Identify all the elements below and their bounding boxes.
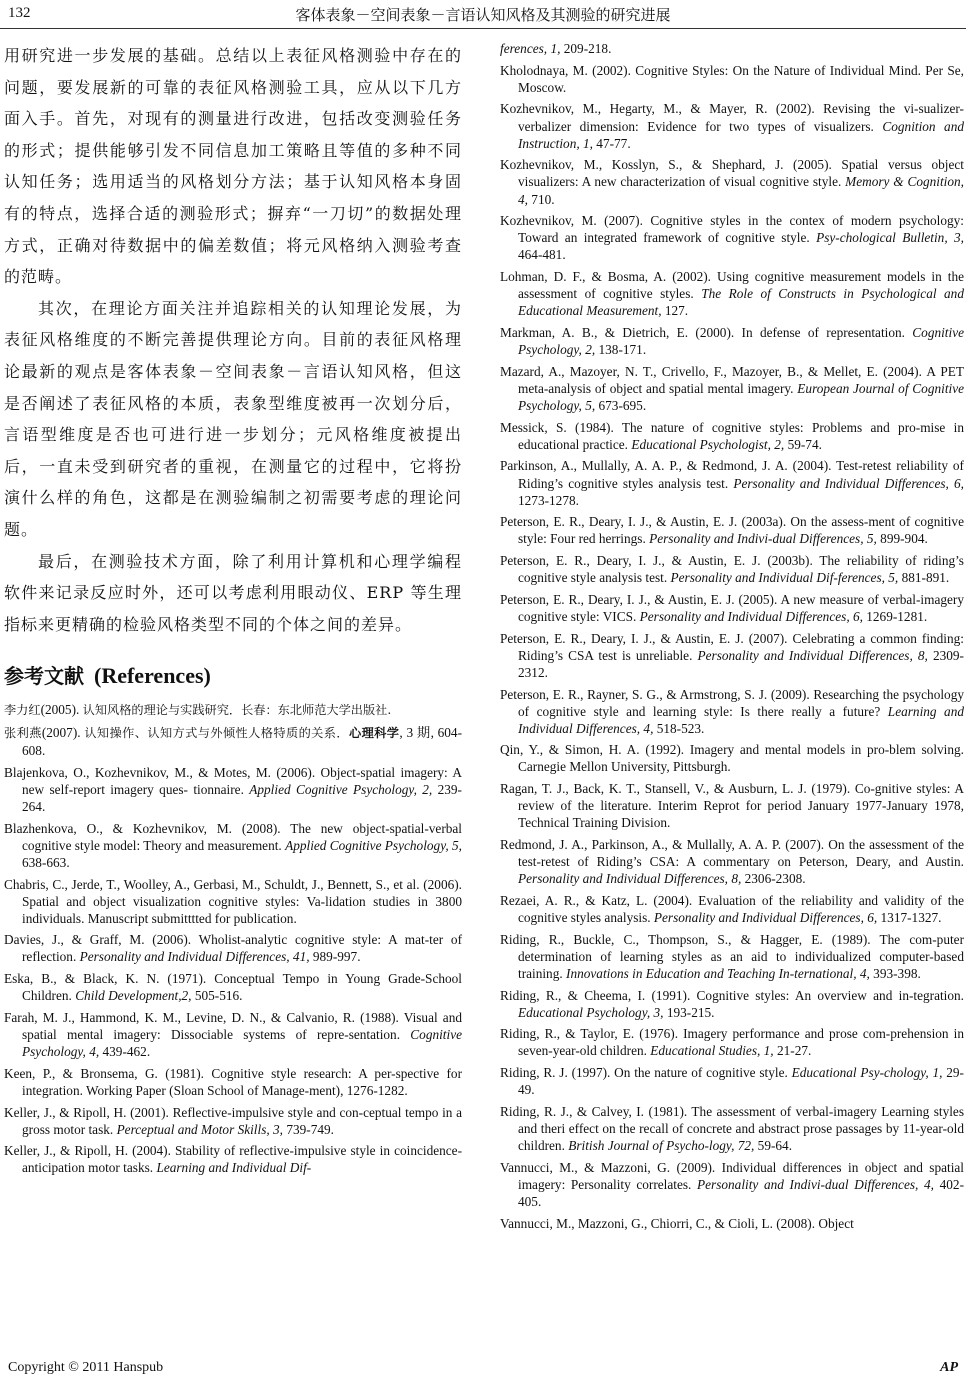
reference-text: 464-481.	[518, 247, 566, 263]
reference-item	[500, 1103, 964, 1154]
reference-source: Cognitive Psychology, 2,	[518, 324, 964, 358]
page-header	[0, 0, 966, 40]
reference-text: Messick, S. (1984). The nature of cognitive styles: Problems and pro-mise in educational practice.	[500, 419, 964, 452]
reference-source: Educational Studies, 1,	[650, 1043, 774, 1059]
reference-text: Farah, M. J., Hammond, K. M., Levine, D. N., & Calvanio, R. (1988). Visual and spatial mental imagery: Dissociable systems of repre-sentation.	[4, 1009, 462, 1043]
reference-text: 认知操作、认知方式与外倾性人格特质的关系．	[84, 725, 349, 740]
reference-text: Riding, R. J. (1997). On the nature of cognitive style.	[500, 1065, 792, 1081]
reference-source: Psy-chological Bulletin, 3,	[816, 230, 964, 246]
reference-text: Kholodnaya, M. (2002). Cognitive Styles: On the Nature of Individual Mind. Per Se, Moscow.	[500, 62, 964, 95]
reference-text: Qin, Y., & Simon, H. A. (1992). Imagery and mental models in pro-blem solving. Carnegie Mellon University, Pittsburgh.	[500, 742, 964, 775]
running-title: 客体表象－空间表象－言语认知风格及其测验的研究进展	[295, 6, 671, 24]
reference-text: (2007).	[41, 724, 85, 740]
reference-text: Blazhenkova, O., & Kozhevnikov, M. (2008). The new object-spatial-verbal cognitive style model: Theory and measurement.	[4, 820, 462, 853]
reference-source: Educational Psychologist, 2,	[631, 436, 785, 452]
reference-item	[500, 780, 964, 831]
copyright-notice: Copyright © 2011 Hanspub	[8, 1360, 164, 1375]
reference-source: Personality and Individual Dif-ferences, 5,	[670, 570, 899, 586]
body-paragraph: 用研究进一步发展的基础。总结以上表征风格测验中存在的问题，要发展新的可靠的表征风格测验工具，应从以下几方面入手。首先，对现有的测量进行改进，包括改变测验任务的形式；提供能够引发不同信息加工策略且等值的多种不同认知任务；选用适当的风格划分方法；基于认知风格本身固有的特点，选择合适的测验形式；摒弃“一刀切”的数据处理方式，正确对待数据中的偏差数值；将元风格纳入测验考查的范畴。	[4, 46, 462, 287]
reference-text: 739-749.	[283, 1121, 334, 1137]
reference-item	[500, 1215, 964, 1232]
reference-text: Redmond, J. A., Parkinson, A., & Mullally, A. A. P. (2007). On the assessment of the test-retest of Riding’s CSA: A commentary on Peterson, Deary, and Austin.	[500, 837, 964, 870]
left-column	[4, 40, 462, 1181]
reference-text: 505-516.	[191, 988, 243, 1004]
reference-text: Kozhevnikov, M., Kosslyn, S., & Shephard, J. (2005). Spatial versus object visualizers: A new characterization of visual cognitive style.	[500, 157, 964, 190]
reference-source: Personality and Individual Differences, 6,	[639, 608, 863, 624]
reference-text: Mazard, A., Mazoyer, N. T., Crivello, F., Mazoyer, B., & Mellet, E. (2004). A PET meta-analysis of object and spatial mental imagery.	[500, 363, 964, 396]
reference-text: Rezaei, A. R., & Katz, L. (2004). Evaluation of the reliability and validity of the cognitive styles analysis.	[500, 892, 964, 925]
reference-item	[4, 724, 462, 759]
reference-item	[4, 970, 462, 1004]
reference-source: Personality and Indivi-dual Differences, 5,	[649, 531, 877, 547]
reference-source: European Journal of Cognitive Psychology, 5,	[518, 380, 965, 413]
reference-source: Learning and Individual Differences, 4,	[518, 703, 965, 736]
reference-item	[4, 820, 462, 871]
reference-item	[500, 324, 964, 358]
reference-text: 439-462.	[99, 1044, 151, 1060]
reference-text: Kozhevnikov, M. (2007). Cognitive styles in the contex of modern psychology: Toward an integrated framework of cognitive style.	[500, 213, 964, 246]
references-heading-en: (References)	[94, 663, 211, 689]
reference-source: Cognitive Psychology, 4,	[22, 1027, 462, 1060]
reference-text: Peterson, E. R., Deary, I. J., & Austin, E. J. (2003a). On the assess-ment of cognitive style: Four red herrings.	[500, 514, 964, 547]
reference-source: Educational Psy-chology, 1,	[791, 1065, 943, 1081]
reference-text: 673-695.	[595, 397, 647, 413]
reference-text: 899-904.	[876, 531, 928, 547]
reference-source: Applied Cognitive Psychology, 5,	[285, 837, 462, 853]
reference-text: Davies, J., & Graff, M. (2006). Wholist-analytic cognitive style: A mat-ter of reflection.	[4, 932, 462, 965]
reference-text: 59-64.	[754, 1138, 793, 1154]
reference-item	[4, 876, 462, 927]
reference-text: Riding, R., Buckle, C., Thompson, S., & Hagger, E. (1989). The com-puter determination of learning styles as an aid to individualized computer-based training.	[500, 931, 964, 981]
reference-text: Riding, R. J., & Calvey, I. (1981). The assessment of verbal-imagery Learning styles and theri effect on the recall of concrete and abstract prose passages by 11-year-old children.	[500, 1103, 964, 1154]
reference-item	[500, 156, 964, 207]
reference-text: Peterson, E. R., Rayner, S. G., & Armstrong, S. J. (2009). Researching the psychology of cognitive style and learning style: Is there really a future?	[500, 686, 964, 719]
reference-item	[4, 1104, 462, 1138]
reference-text: Kozhevnikov, M., Hegarty, M., & Mayer, R. (2002). Revising the vi-sualizer-verbalizer dimension: Evidence for two types of visualizers.	[500, 101, 964, 134]
reference-item	[4, 1142, 462, 1176]
reference-text: Vannucci, M., & Mazzoni, G. (2009). Individual differences in object and spatial imagery: Personality correlates.	[500, 1159, 964, 1192]
reference-item	[500, 40, 964, 57]
reference-source: Perceptual and Motor Skills, 3,	[116, 1121, 283, 1137]
reference-text: 59-74.	[784, 436, 822, 452]
reference-item	[500, 363, 964, 414]
reference-text: 193-215.	[663, 1004, 715, 1020]
reference-item	[500, 931, 964, 982]
reference-item	[500, 419, 964, 453]
reference-text: 127.	[661, 303, 689, 319]
reference-text: Parkinson, A., Mullally, A. A. P., & Redmond, J. A. (2004). Test-retest reliability of Riding’s cognitive styles analysis test.	[500, 458, 964, 491]
reference-text: Blajenkova, O., Kozhevnikov, M., & Motes, M. (2006). Object-spatial imagery: A new self-report imagery ques- tionnaire.	[4, 764, 462, 797]
reference-item	[500, 212, 964, 263]
reference-text: Chabris, C., Jerde, T., Woolley, A., Gerbasi, M., Schuldt, J., Bennett, S., et al. (2006). Spatial and object visualization cognitive styles: Va-lidation studies in 3800 individuals. Manuscript submitttted for publication.	[4, 876, 462, 926]
reference-source: Child Development,2,	[75, 988, 192, 1004]
references-heading	[4, 660, 462, 689]
reference-item	[4, 764, 462, 815]
reference-text: (2005).	[40, 702, 83, 718]
reference-text: Keller, J., & Ripoll, H. (2001). Reflective-impulsive style and con-ceptual tempo in a gross motor task.	[4, 1104, 462, 1137]
reference-text: 1317-1327.	[877, 910, 942, 925]
reference-item	[4, 1009, 462, 1060]
reference-item	[4, 1065, 462, 1099]
reference-source: Applied Cognitive Psychology, 2,	[249, 781, 433, 797]
reference-source: Personality and Individual Differences, 41,	[79, 949, 310, 965]
reference-item	[4, 931, 462, 965]
references-heading-zh: 参考文献	[4, 664, 84, 689]
reference-text: Markman, A. B., & Dietrich, E. (2000). In defense of representation.	[500, 324, 913, 340]
reference-text: 29-49.	[518, 1065, 964, 1098]
reference-text: 209-218.	[560, 41, 612, 56]
reference-text: Peterson, E. R., Deary, I. J., & Austin, E. J. (2003b). The reliability of riding’s cognitive style analysis test.	[500, 553, 964, 586]
reference-item	[500, 836, 964, 887]
reference-text: Lohman, D. F., & Bosma, A. (2002). Using cognitive measurement models in the assessment of cognitive styles.	[500, 269, 964, 302]
reference-item	[500, 457, 964, 508]
reference-text: 989-997.	[309, 949, 361, 965]
reference-text: 47-77.	[592, 135, 631, 151]
reference-source: Personality and Individual Differences, 8,	[518, 871, 742, 887]
reference-item	[500, 1159, 964, 1210]
reference-text: 518-523.	[653, 720, 705, 736]
page-number: 132	[8, 5, 31, 21]
reference-source: Personality and Individual Differences, 6,	[653, 910, 878, 925]
reference-text: 239-264.	[22, 781, 462, 814]
reference-text: 认知风格的理论与实践研究．长春：东北师范大学出版社.	[82, 703, 392, 718]
reference-source: Innovations in Education and Teaching In-ternational, 4,	[566, 965, 870, 981]
reference-text: Peterson, E. R., Deary, I. J., & Austin, E. J. (2007). Celebrating a common finding: Riding’s CSA test is unreliable.	[500, 630, 964, 663]
reference-text: 138-171.	[595, 342, 647, 358]
reference-item	[500, 630, 964, 681]
reference-item	[500, 513, 964, 547]
reference-item	[500, 100, 964, 151]
right-column	[500, 40, 964, 1236]
reference-text: 638-663.	[22, 854, 70, 870]
reference-list-left	[4, 701, 462, 1176]
reference-text: Eska, B., & Black, K. N. (1971). Conceptual Tempo in Young Grade-School Children.	[4, 971, 462, 1004]
reference-list-right	[500, 40, 964, 1232]
reference-source: Learning and Individual Dif-	[156, 1160, 312, 1176]
page-footer	[0, 1360, 966, 1380]
reference-source: The Role of Constructs in Psychological and Educational Measurement,	[518, 286, 964, 319]
reference-item	[500, 268, 964, 319]
reference-item	[500, 62, 964, 96]
reference-source: Personality and Individual Differences, 8,	[697, 647, 928, 663]
reference-item	[500, 552, 964, 586]
reference-text: Keller, J., & Ripoll, H. (2004). Stability of reflective-impulsive style in coincidence-anticipation motor tasks.	[4, 1143, 462, 1176]
reference-item	[500, 1064, 964, 1098]
reference-text: 393-398.	[869, 965, 921, 981]
reference-source: ferences, 1,	[500, 41, 561, 56]
reference-text: 710.	[527, 191, 555, 207]
reference-source: Cognition and Instruction, 1,	[518, 118, 964, 151]
reference-item	[500, 1025, 964, 1059]
header-rule	[0, 28, 966, 29]
reference-text: Riding, R., & Taylor, E. (1976). Imagery performance and prose com-prehension in seven-year-old children.	[500, 1026, 964, 1059]
reference-text: Peterson, E. R., Deary, I. J., & Austin, E. J. (2005). A new measure of verbal-imagery cognitive style: VICS.	[500, 591, 964, 624]
reference-source: Personality and Individual Differences, 6,	[733, 475, 965, 491]
reference-item	[4, 701, 462, 719]
reference-item	[500, 686, 964, 737]
reference-item	[500, 892, 964, 926]
journal-abbrev: AP	[940, 1360, 958, 1375]
reference-text: 2306-2308.	[741, 871, 806, 887]
reference-text: 李力红	[4, 703, 41, 718]
reference-text: 21-27.	[773, 1043, 812, 1059]
reference-text: 1269-1281.	[862, 608, 928, 624]
reference-text: , 3 期, 604-608.	[22, 724, 463, 759]
reference-text: 402-405.	[518, 1176, 964, 1209]
reference-item	[500, 741, 964, 775]
reference-source: British Journal of Psycho-logy, 72,	[568, 1138, 755, 1154]
reference-text: 1273-1278.	[518, 492, 579, 508]
reference-text: Vannucci, M., Mazzoni, G., Chiorri, C., & Cioli, L. (2008). Object	[500, 1215, 854, 1231]
reference-text: Keen, P., & Bronsema, G. (1981). Cognitive style research: A per-spective for integration. Working Paper (Sloan School of Manage-ment), 1276-1282.	[4, 1065, 462, 1098]
reference-item	[500, 591, 964, 625]
reference-item	[500, 987, 964, 1021]
reference-text: 心理科学	[348, 725, 400, 740]
reference-source: Memory & Cognition, 4,	[518, 174, 964, 207]
reference-text: Ragan, T. J., Back, K. T., Stansell, V., & Ausburn, L. J. (1979). Co-gnitive styles: A review of the literature. Interim Reprot for period January 1977-January 1978, Technical Training Division.	[500, 781, 964, 831]
reference-text: 881-891.	[898, 570, 950, 586]
reference-text: 2309-2312.	[518, 647, 964, 680]
body-paragraph: 最后，在测验技术方面，除了利用计算机和心理学编程软件来记录反应时外，还可以考虑利用眼动仪、ERP 等生理指标来更精确的检验风格类型不同的个体之间的差异。	[4, 551, 462, 634]
body-paragraph: 其次，在理论方面关注并追踪相关的认知理论发展，为表征风格维度的不断完善提供理论方向。目前的表征风格理论最新的观点是客体表象－空间表象－言语认知风格，但这是否阐述了表征风格的本质，表象型维度被再一次划分后，言语型维度是否也可进行进一步划分；元风格维度被提出后，一直未受到研究者的重视，在测量它的过程中，它将扮演什么样的角色，这都是在测验编制之初需要考虑的理论问题。	[4, 298, 462, 539]
reference-source: Personality and Indivi-dual Differences, 4,	[697, 1176, 934, 1192]
reference-source: Educational Psychology, 3,	[518, 1004, 664, 1020]
reference-text: 张利燕	[4, 725, 42, 740]
reference-text: Riding, R., & Cheema, I. (1991). Cognitive styles: An overview and in-tegration.	[500, 987, 964, 1003]
